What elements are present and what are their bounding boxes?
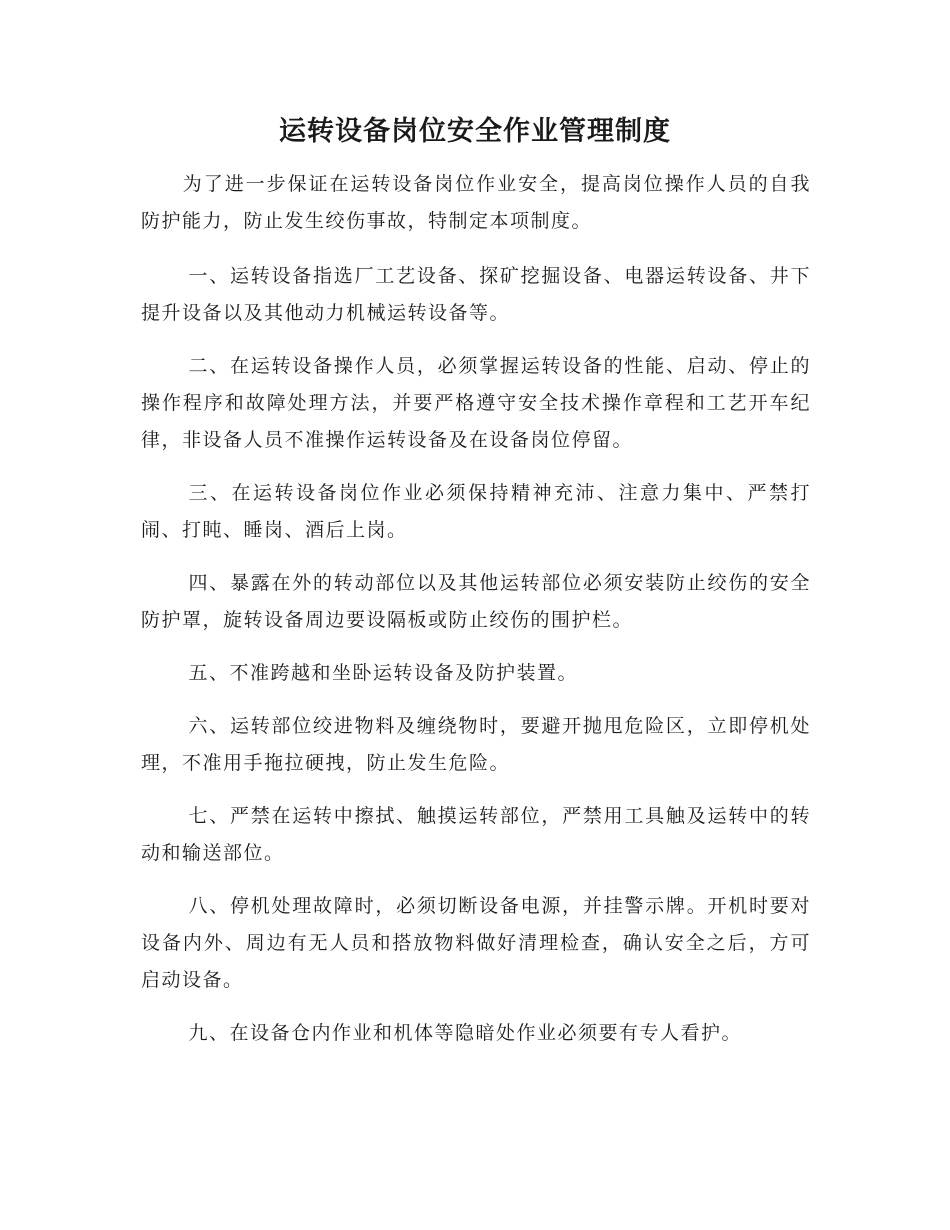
rule-item-8: 八、停机处理故障时，必须切断设备电源，并挂警示牌。开机时要对设备内外、周边有无人员和搭放物料做好清理检查，确认安全之后，方可启动设备。 — [141, 895, 811, 991]
rule-item-3: 三、在运转设备岗位作业必须保持精神充沛、注意力集中、严禁打闹、打盹、睡岗、酒后上岗。 — [141, 482, 811, 541]
rule-item-9: 九、在设备仓内作业和机体等隐暗处作业必须要有专人看护。 — [188, 1022, 743, 1044]
rule-item-2: 二、在运转设备操作人员，必须掌握运转设备的性能、启动、停止的操作程序和故障处理方法，并要严格遵守安全技术操作章程和工艺开车纪律，非设备人员不准操作运转设备及在设备岗位停留。 — [141, 355, 811, 451]
document-body — [141, 166, 811, 1068]
rule-item-6: 六、运转部位绞进物料及缠绕物时，要避开抛甩危险区，立即停机处理，不准用手拖拉硬拽，防止发生危险。 — [141, 715, 811, 774]
rule-item-4: 四、暴露在外的转动部位以及其他运转部位必须安装防止绞伤的安全防护罩，旋转设备周边要设隔板或防止绞伤的围护栏。 — [141, 572, 811, 631]
intro-paragraph: 为了进一步保证在运转设备岗位作业安全，提高岗位操作人员的自我防护能力，防止发生绞伤事故，特制定本项制度。 — [141, 173, 811, 232]
document-title: 运转设备岗位安全作业管理制度 — [279, 116, 671, 147]
rule-item-7: 七、严禁在运转中擦拭、触摸运转部位，严禁用工具触及运转中的转动和输送部位。 — [141, 805, 811, 864]
rule-item-1: 一、运转设备指选厂工艺设备、探矿挖掘设备、电器运转设备、井下提升设备以及其他动力机械运转设备等。 — [141, 265, 811, 324]
rule-item-5: 五、不准跨越和坐卧运转设备及防护装置。 — [188, 662, 579, 684]
